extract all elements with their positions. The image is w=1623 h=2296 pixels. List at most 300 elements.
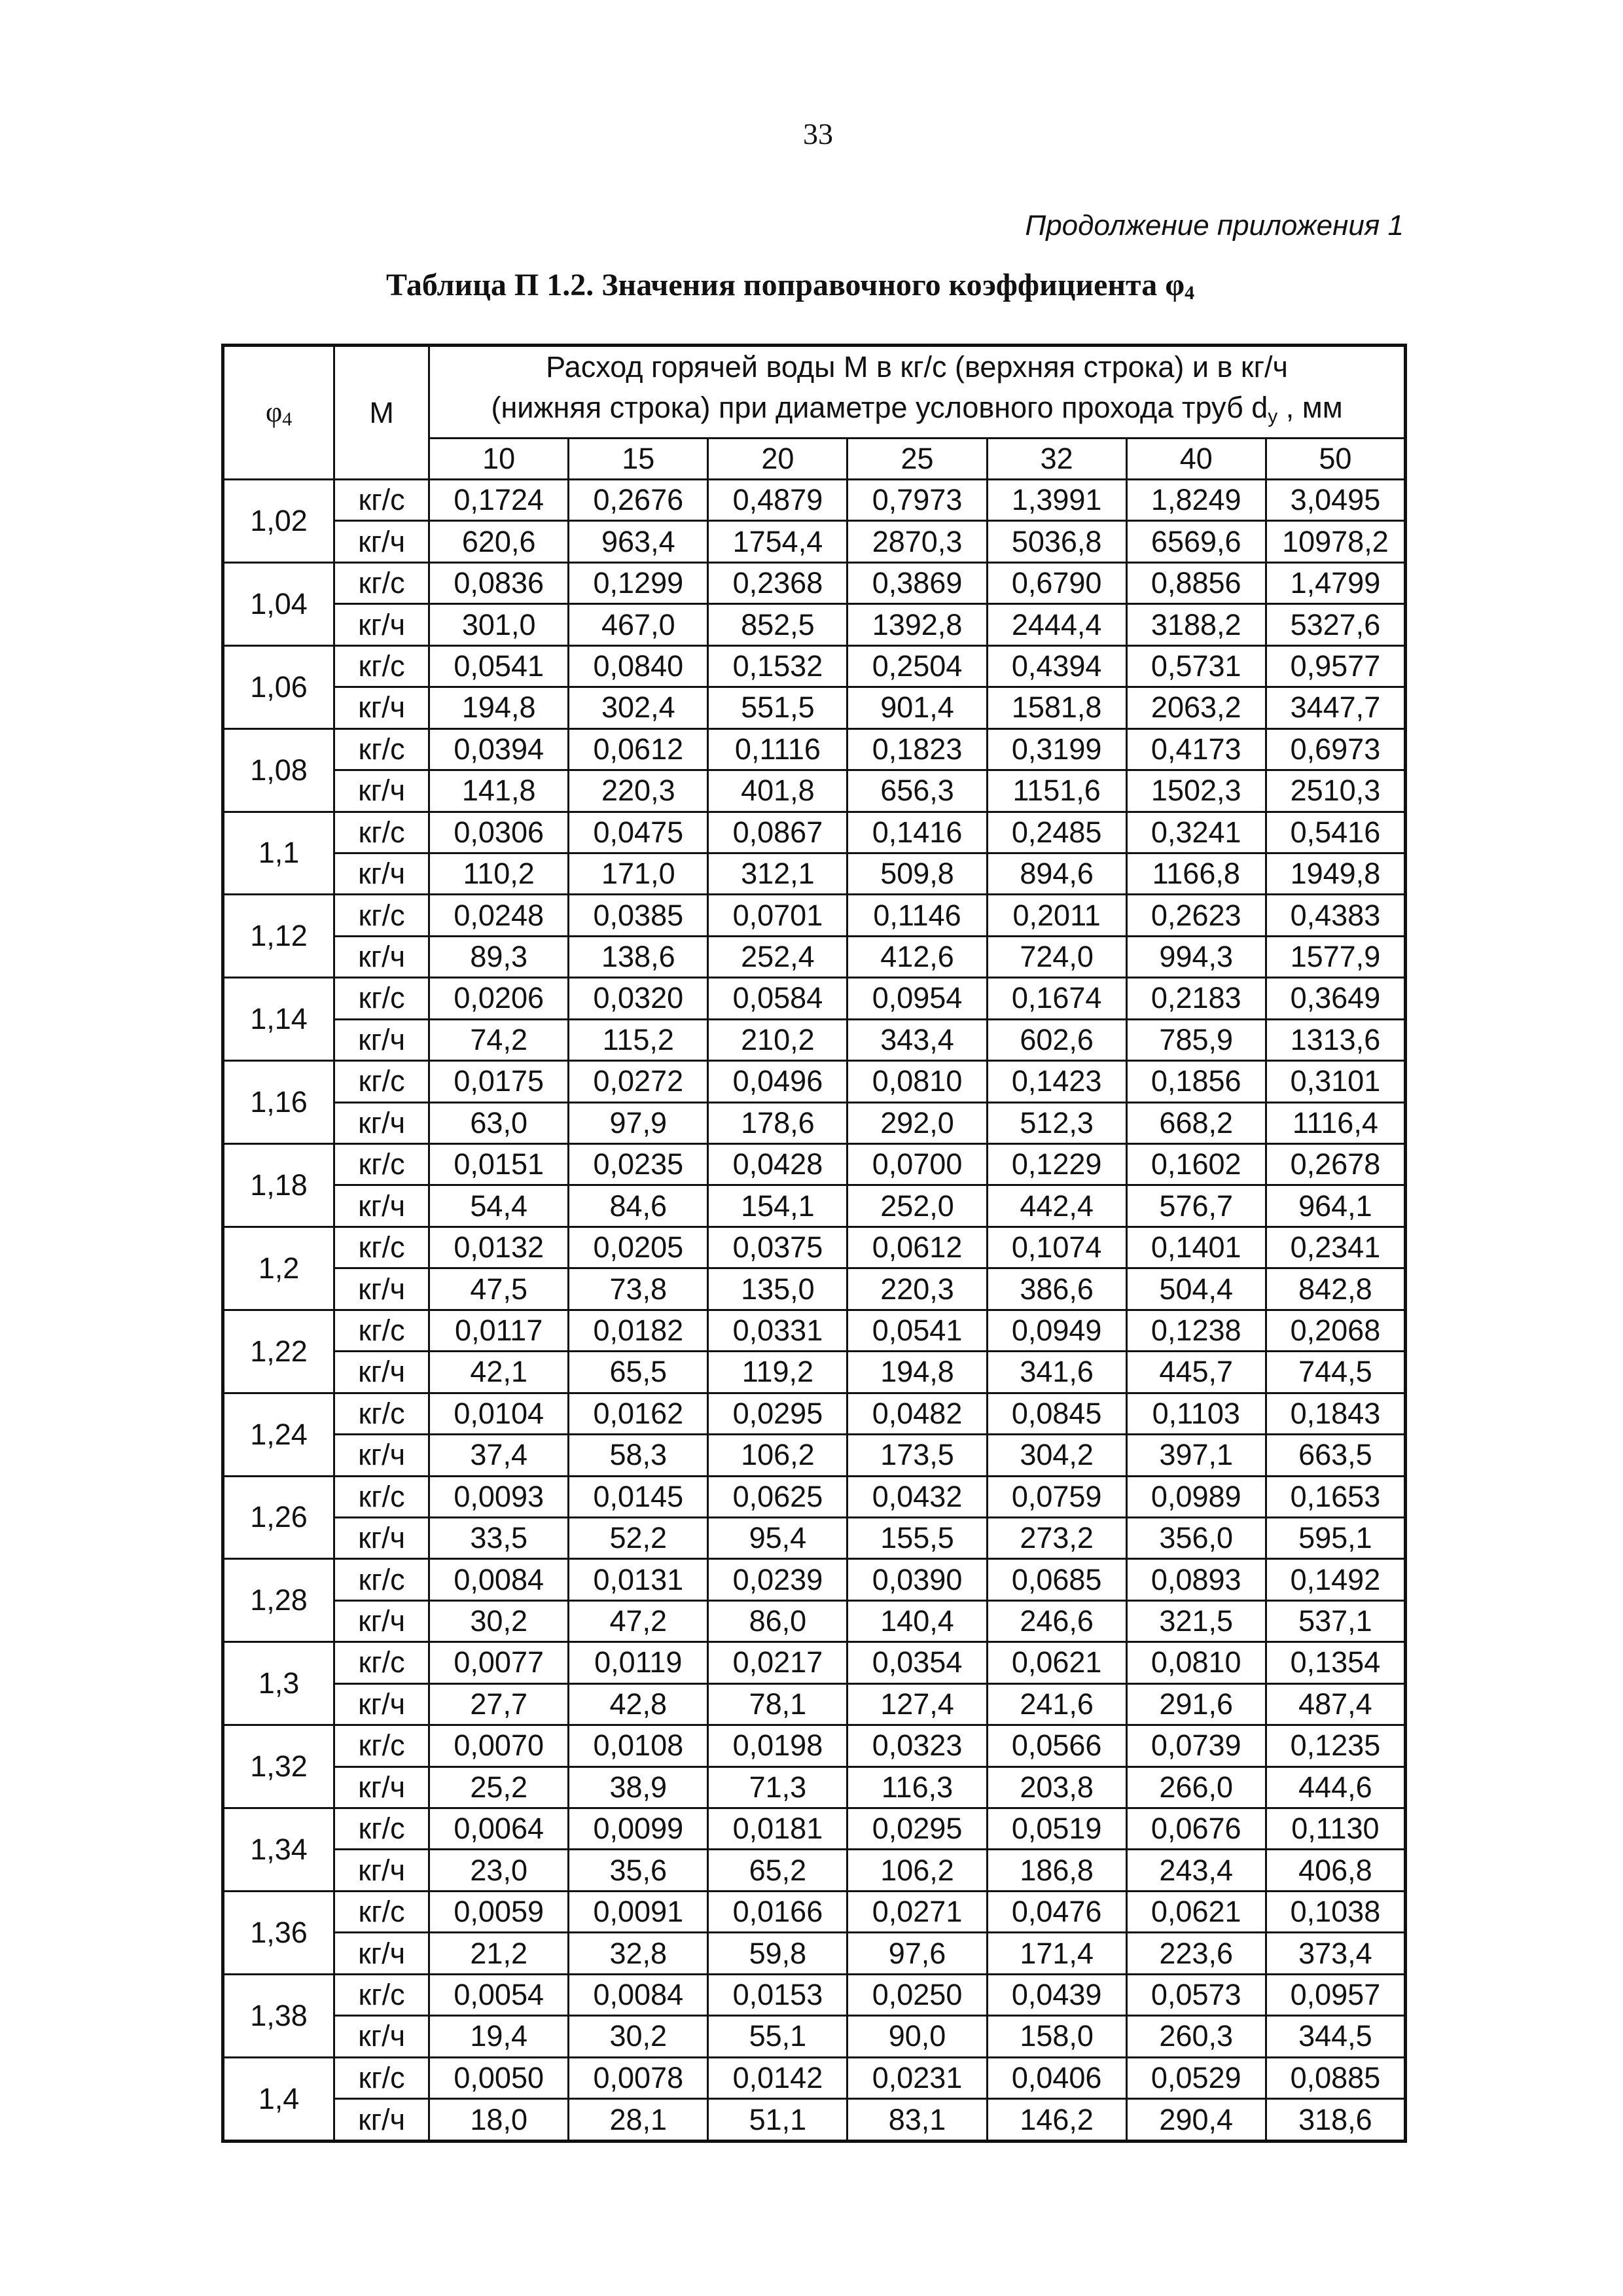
flow-value-cell: 0,2623 bbox=[1126, 895, 1266, 936]
flow-value-cell: 397,1 bbox=[1126, 1435, 1266, 1476]
flow-value-cell: 0,0612 bbox=[569, 728, 708, 770]
unit-cell: кг/ч bbox=[334, 1352, 429, 1393]
unit-cell: кг/с bbox=[334, 1725, 429, 1767]
flow-value-cell: 341,6 bbox=[987, 1352, 1126, 1393]
flow-value-cell: 65,2 bbox=[708, 1850, 847, 1891]
flow-value-cell: 0,0840 bbox=[569, 645, 708, 687]
unit-cell: кг/с bbox=[334, 895, 429, 936]
table-row bbox=[223, 1185, 1406, 1227]
flow-value-cell: 0,0131 bbox=[569, 1559, 708, 1600]
flow-value-cell: 290,4 bbox=[1126, 2099, 1266, 2142]
table-row bbox=[223, 1559, 1406, 1600]
flow-value-cell: 140,4 bbox=[847, 1600, 987, 1641]
unit-cell: кг/с bbox=[334, 645, 429, 687]
flow-value-cell: 445,7 bbox=[1126, 1352, 1266, 1393]
unit-cell: кг/с bbox=[334, 1310, 429, 1351]
flow-value-cell: 5036,8 bbox=[987, 521, 1126, 562]
unit-cell: кг/с bbox=[334, 1808, 429, 1850]
unit-cell: кг/с bbox=[334, 1974, 429, 2015]
flow-value-cell: 21,2 bbox=[429, 1933, 569, 1974]
flow-value-cell: 146,2 bbox=[987, 2099, 1126, 2142]
flow-value-cell: 0,2485 bbox=[987, 812, 1126, 853]
flow-value-cell: 3447,7 bbox=[1266, 687, 1405, 728]
flow-value-cell: 0,4394 bbox=[987, 645, 1126, 687]
flow-value-cell: 154,1 bbox=[708, 1185, 847, 1227]
flow-value-cell: 668,2 bbox=[1126, 1102, 1266, 1143]
flow-value-cell: 30,2 bbox=[569, 2016, 708, 2057]
flow-value-cell: 0,0385 bbox=[569, 895, 708, 936]
flow-value-cell: 0,1130 bbox=[1266, 1808, 1405, 1850]
flow-value-cell: 0,0093 bbox=[429, 1476, 569, 1517]
phi-value-cell: 1,3 bbox=[223, 1642, 334, 1725]
flow-value-cell: 512,3 bbox=[987, 1102, 1126, 1143]
diameter-header-cell: 10 bbox=[429, 439, 569, 480]
flow-value-cell: 0,1354 bbox=[1266, 1642, 1405, 1683]
flow-value-cell: 0,0064 bbox=[429, 1808, 569, 1850]
unit-cell: кг/с bbox=[334, 1476, 429, 1517]
phi-value-cell: 1,06 bbox=[223, 645, 334, 728]
flow-value-cell: 0,2368 bbox=[708, 562, 847, 603]
flow-value-cell: 0,0621 bbox=[987, 1642, 1126, 1683]
flow-value-cell: 0,0059 bbox=[429, 1891, 569, 1932]
diameter-header-cell: 50 bbox=[1266, 439, 1405, 480]
flow-value-cell: 0,1724 bbox=[429, 480, 569, 521]
flow-value-cell: 0,0070 bbox=[429, 1725, 569, 1767]
table-row bbox=[223, 1683, 1406, 1725]
flow-value-cell: 0,0885 bbox=[1266, 2057, 1405, 2098]
flow-value-cell: 312,1 bbox=[708, 853, 847, 894]
unit-cell: кг/ч bbox=[334, 1933, 429, 1974]
flow-value-cell: 0,1823 bbox=[847, 728, 987, 770]
phi-value-cell: 1,04 bbox=[223, 562, 334, 645]
flow-value-cell: 19,4 bbox=[429, 2016, 569, 2057]
table-row bbox=[223, 770, 1406, 812]
unit-cell: кг/с bbox=[334, 2057, 429, 2098]
unit-cell: кг/с bbox=[334, 1144, 429, 1185]
flow-value-cell: 0,1653 bbox=[1266, 1476, 1405, 1517]
flow-value-cell: 0,0496 bbox=[708, 1061, 847, 1102]
flow-value-cell: 173,5 bbox=[847, 1435, 987, 1476]
flow-value-cell: 344,5 bbox=[1266, 2016, 1405, 2057]
table-row bbox=[223, 1891, 1406, 1932]
table-row bbox=[223, 978, 1406, 1019]
flow-value-cell: 0,0162 bbox=[569, 1393, 708, 1434]
unit-cell: кг/ч bbox=[334, 2099, 429, 2142]
unit-cell: кг/ч bbox=[334, 1767, 429, 1808]
flow-value-cell: 10978,2 bbox=[1266, 521, 1405, 562]
table-row bbox=[223, 1227, 1406, 1268]
flow-value-cell: 171,0 bbox=[569, 853, 708, 894]
flow-value-cell: 0,1416 bbox=[847, 812, 987, 853]
flow-value-cell: 0,0845 bbox=[987, 1393, 1126, 1434]
flow-value-cell: 0,0078 bbox=[569, 2057, 708, 2098]
flow-value-cell: 90,0 bbox=[847, 2016, 987, 2057]
flow-value-cell: 0,0621 bbox=[1126, 1891, 1266, 1932]
flow-value-cell: 386,6 bbox=[987, 1268, 1126, 1310]
flow-value-cell: 0,0166 bbox=[708, 1891, 847, 1932]
flow-value-cell: 6569,6 bbox=[1126, 521, 1266, 562]
flow-value-cell: 141,8 bbox=[429, 770, 569, 812]
unit-cell: кг/с bbox=[334, 1227, 429, 1268]
phi-value-cell: 1,4 bbox=[223, 2057, 334, 2141]
flow-value-cell: 852,5 bbox=[708, 604, 847, 645]
flow-value-cell: 0,0108 bbox=[569, 1725, 708, 1767]
flow-value-cell: 0,0198 bbox=[708, 1725, 847, 1767]
phi-value-cell: 1,32 bbox=[223, 1725, 334, 1808]
table-title-text: Таблица П 1.2. Значения поправочного коэффициента φ bbox=[386, 268, 1185, 302]
flow-value-cell: 0,1074 bbox=[987, 1227, 1126, 1268]
table-row bbox=[223, 1808, 1406, 1850]
continuation-label: Продолжение приложения 1 bbox=[1025, 209, 1404, 242]
flow-value-cell: 0,0153 bbox=[708, 1974, 847, 2015]
flow-value-cell: 291,6 bbox=[1126, 1683, 1266, 1725]
flow-value-cell: 0,0331 bbox=[708, 1310, 847, 1351]
flow-value-cell: 51,1 bbox=[708, 2099, 847, 2142]
unit-cell: кг/ч bbox=[334, 1019, 429, 1060]
flow-value-cell: 0,0145 bbox=[569, 1476, 708, 1517]
flow-value-cell: 406,8 bbox=[1266, 1850, 1405, 1891]
flow-value-cell: 0,0117 bbox=[429, 1310, 569, 1351]
flow-value-cell: 1754,4 bbox=[708, 521, 847, 562]
flow-value-cell: 412,6 bbox=[847, 936, 987, 977]
flow-value-cell: 0,0439 bbox=[987, 1974, 1126, 2015]
flow-value-cell: 171,4 bbox=[987, 1933, 1126, 1974]
flow-value-cell: 0,0323 bbox=[847, 1725, 987, 1767]
flow-value-cell: 42,8 bbox=[569, 1683, 708, 1725]
flow-value-cell: 0,0893 bbox=[1126, 1559, 1266, 1600]
flow-value-cell: 252,0 bbox=[847, 1185, 987, 1227]
flow-value-cell: 301,0 bbox=[429, 604, 569, 645]
table-row bbox=[223, 1352, 1406, 1393]
flow-value-cell: 744,5 bbox=[1266, 1352, 1405, 1393]
flow-value-cell: 0,0810 bbox=[1126, 1642, 1266, 1683]
flow-value-cell: 0,0248 bbox=[429, 895, 569, 936]
phi-value-cell: 1,38 bbox=[223, 1974, 334, 2057]
flow-value-cell: 0,0084 bbox=[569, 1974, 708, 2015]
table-row bbox=[223, 1850, 1406, 1891]
flow-value-cell: 54,4 bbox=[429, 1185, 569, 1227]
flow-value-cell: 302,4 bbox=[569, 687, 708, 728]
flow-value-cell: 2870,3 bbox=[847, 521, 987, 562]
flow-value-cell: 155,5 bbox=[847, 1517, 987, 1558]
flow-value-cell: 241,6 bbox=[987, 1683, 1126, 1725]
flow-value-cell: 444,6 bbox=[1266, 1767, 1405, 1808]
table-body bbox=[223, 480, 1406, 2142]
flow-value-cell: 602,6 bbox=[987, 1019, 1126, 1060]
header-phi bbox=[223, 346, 334, 480]
diameter-header-cell: 15 bbox=[569, 439, 708, 480]
flow-value-cell: 25,2 bbox=[429, 1767, 569, 1808]
table-row bbox=[223, 1767, 1406, 1808]
flow-value-cell: 220,3 bbox=[847, 1268, 987, 1310]
unit-cell: кг/с bbox=[334, 1061, 429, 1102]
flow-value-cell: 0,0394 bbox=[429, 728, 569, 770]
flow-value-cell: 1166,8 bbox=[1126, 853, 1266, 894]
table-row bbox=[223, 1974, 1406, 2015]
flow-value-cell: 356,0 bbox=[1126, 1517, 1266, 1558]
flow-value-cell: 127,4 bbox=[847, 1683, 987, 1725]
flow-value-cell: 467,0 bbox=[569, 604, 708, 645]
unit-cell: кг/ч bbox=[334, 1268, 429, 1310]
unit-cell: кг/ч bbox=[334, 604, 429, 645]
flow-value-cell: 252,4 bbox=[708, 936, 847, 977]
flow-value-cell: 0,1423 bbox=[987, 1061, 1126, 1102]
flow-value-cell: 0,0306 bbox=[429, 812, 569, 853]
unit-cell: кг/с bbox=[334, 978, 429, 1019]
flow-value-cell: 0,0271 bbox=[847, 1891, 987, 1932]
flow-value-cell: 0,0519 bbox=[987, 1808, 1126, 1850]
table-row bbox=[223, 1600, 1406, 1641]
table-row bbox=[223, 2057, 1406, 2098]
flow-value-cell: 0,0104 bbox=[429, 1393, 569, 1434]
header-caption-line2 bbox=[430, 387, 1404, 437]
table-row bbox=[223, 1435, 1406, 1476]
flow-value-cell: 0,0406 bbox=[987, 2057, 1126, 2098]
flow-value-cell: 894,6 bbox=[987, 853, 1126, 894]
flow-value-cell: 32,8 bbox=[569, 1933, 708, 1974]
table-row bbox=[223, 895, 1406, 936]
flow-value-cell: 0,0054 bbox=[429, 1974, 569, 2015]
flow-value-cell: 0,0099 bbox=[569, 1808, 708, 1850]
flow-value-cell: 442,4 bbox=[987, 1185, 1126, 1227]
table-row bbox=[223, 1393, 1406, 1434]
flow-value-cell: 663,5 bbox=[1266, 1435, 1405, 1476]
flow-value-cell: 595,1 bbox=[1266, 1517, 1405, 1558]
flow-value-cell: 186,8 bbox=[987, 1850, 1126, 1891]
flow-value-cell: 86,0 bbox=[708, 1600, 847, 1641]
flow-value-cell: 0,1532 bbox=[708, 645, 847, 687]
phi-value-cell: 1,08 bbox=[223, 728, 334, 812]
flow-value-cell: 0,0182 bbox=[569, 1310, 708, 1351]
table-row bbox=[223, 521, 1406, 562]
flow-value-cell: 0,1299 bbox=[569, 562, 708, 603]
flow-value-cell: 1151,6 bbox=[987, 770, 1126, 812]
diameter-header-cell: 20 bbox=[708, 439, 847, 480]
flow-value-cell: 0,5731 bbox=[1126, 645, 1266, 687]
unit-cell: кг/с bbox=[334, 1891, 429, 1932]
flow-value-cell: 63,0 bbox=[429, 1102, 569, 1143]
flow-value-cell: 223,6 bbox=[1126, 1933, 1266, 1974]
flow-value-cell: 0,6973 bbox=[1266, 728, 1405, 770]
flow-value-cell: 3188,2 bbox=[1126, 604, 1266, 645]
flow-value-cell: 138,6 bbox=[569, 936, 708, 977]
correction-coefficient-table bbox=[221, 344, 1407, 2143]
flow-value-cell: 0,1038 bbox=[1266, 1891, 1405, 1932]
flow-value-cell: 27,7 bbox=[429, 1683, 569, 1725]
flow-value-cell: 0,4383 bbox=[1266, 895, 1405, 936]
flow-value-cell: 0,1843 bbox=[1266, 1393, 1405, 1434]
table-row bbox=[223, 562, 1406, 603]
flow-value-cell: 0,8856 bbox=[1126, 562, 1266, 603]
phi-value-cell: 1,02 bbox=[223, 480, 334, 563]
unit-cell: кг/ч bbox=[334, 1850, 429, 1891]
flow-value-cell: 0,2183 bbox=[1126, 978, 1266, 1019]
flow-value-cell: 178,6 bbox=[708, 1102, 847, 1143]
flow-value-cell: 106,2 bbox=[708, 1435, 847, 1476]
table-row bbox=[223, 480, 1406, 521]
flow-value-cell: 0,0989 bbox=[1126, 1476, 1266, 1517]
table-row bbox=[223, 687, 1406, 728]
table-row bbox=[223, 1476, 1406, 1517]
flow-value-cell: 0,0685 bbox=[987, 1559, 1126, 1600]
flow-value-cell: 1577,9 bbox=[1266, 936, 1405, 977]
flow-value-cell: 5327,6 bbox=[1266, 604, 1405, 645]
flow-value-cell: 620,6 bbox=[429, 521, 569, 562]
phi-value-cell: 1,12 bbox=[223, 895, 334, 978]
flow-value-cell: 18,0 bbox=[429, 2099, 569, 2142]
flow-value-cell: 0,0091 bbox=[569, 1891, 708, 1932]
flow-value-cell: 509,8 bbox=[847, 853, 987, 894]
flow-value-cell: 220,3 bbox=[569, 770, 708, 812]
flow-value-cell: 47,2 bbox=[569, 1600, 708, 1641]
flow-value-cell: 0,5416 bbox=[1266, 812, 1405, 853]
flow-value-cell: 58,3 bbox=[569, 1435, 708, 1476]
unit-cell: кг/ч bbox=[334, 687, 429, 728]
flow-value-cell: 0,0573 bbox=[1126, 1974, 1266, 2015]
flow-value-cell: 28,1 bbox=[569, 2099, 708, 2142]
flow-value-cell: 487,4 bbox=[1266, 1683, 1405, 1725]
flow-value-cell: 0,0541 bbox=[429, 645, 569, 687]
flow-value-cell: 0,0759 bbox=[987, 1476, 1126, 1517]
flow-value-cell: 135,0 bbox=[708, 1268, 847, 1310]
flow-value-cell: 115,2 bbox=[569, 1019, 708, 1060]
flow-value-cell: 964,1 bbox=[1266, 1185, 1405, 1227]
phi-value-cell: 1,36 bbox=[223, 1891, 334, 1974]
flow-value-cell: 0,3869 bbox=[847, 562, 987, 603]
phi-value-cell: 1,26 bbox=[223, 1476, 334, 1559]
flow-value-cell: 0,6790 bbox=[987, 562, 1126, 603]
flow-value-cell: 0,0239 bbox=[708, 1559, 847, 1600]
flow-value-cell: 0,2011 bbox=[987, 895, 1126, 936]
header-caption-units: , мм bbox=[1277, 391, 1343, 424]
flow-value-cell: 0,1401 bbox=[1126, 1227, 1266, 1268]
unit-cell: кг/ч bbox=[334, 853, 429, 894]
flow-value-cell: 0,0954 bbox=[847, 978, 987, 1019]
phi-value-cell: 1,34 bbox=[223, 1808, 334, 1892]
flow-value-cell: 0,3649 bbox=[1266, 978, 1405, 1019]
flow-value-cell: 0,1235 bbox=[1266, 1725, 1405, 1767]
table-row bbox=[223, 2099, 1406, 2142]
flow-value-cell: 78,1 bbox=[708, 1683, 847, 1725]
flow-value-cell: 0,0957 bbox=[1266, 1974, 1405, 2015]
phi-value-cell: 1,16 bbox=[223, 1061, 334, 1144]
flow-value-cell: 0,0476 bbox=[987, 1891, 1126, 1932]
flow-value-cell: 33,5 bbox=[429, 1517, 569, 1558]
header-m: М bbox=[334, 346, 429, 480]
phi-value-cell: 1,22 bbox=[223, 1310, 334, 1393]
header-caption-line2-text: (нижняя строка) при диаметре условного прохода труб d bbox=[491, 391, 1268, 424]
flow-value-cell: 785,9 bbox=[1126, 1019, 1266, 1060]
flow-value-cell: 74,2 bbox=[429, 1019, 569, 1060]
unit-cell: кг/с bbox=[334, 1393, 429, 1434]
table-row bbox=[223, 604, 1406, 645]
flow-value-cell: 1,8249 bbox=[1126, 480, 1266, 521]
flow-value-cell: 119,2 bbox=[708, 1352, 847, 1393]
flow-value-cell: 95,4 bbox=[708, 1517, 847, 1558]
flow-value-cell: 0,0949 bbox=[987, 1310, 1126, 1351]
table-row bbox=[223, 1725, 1406, 1767]
flow-value-cell: 106,2 bbox=[847, 1850, 987, 1891]
flow-value-cell: 0,0836 bbox=[429, 562, 569, 603]
flow-value-cell: 0,0077 bbox=[429, 1642, 569, 1683]
flow-value-cell: 0,0132 bbox=[429, 1227, 569, 1268]
diameter-header-cell: 32 bbox=[987, 439, 1126, 480]
flow-value-cell: 0,2068 bbox=[1266, 1310, 1405, 1351]
phi-value-cell: 1,2 bbox=[223, 1227, 334, 1310]
flow-value-cell: 1392,8 bbox=[847, 604, 987, 645]
flow-value-cell: 0,1238 bbox=[1126, 1310, 1266, 1351]
flow-value-cell: 2510,3 bbox=[1266, 770, 1405, 812]
flow-value-cell: 266,0 bbox=[1126, 1767, 1266, 1808]
flow-value-cell: 0,0295 bbox=[708, 1393, 847, 1434]
unit-cell: кг/с bbox=[334, 480, 429, 521]
flow-value-cell: 0,0217 bbox=[708, 1642, 847, 1683]
flow-value-cell: 97,6 bbox=[847, 1933, 987, 1974]
flow-value-cell: 194,8 bbox=[847, 1352, 987, 1393]
unit-cell: кг/с bbox=[334, 1642, 429, 1683]
unit-cell: кг/ч bbox=[334, 521, 429, 562]
flow-value-cell: 0,1856 bbox=[1126, 1061, 1266, 1102]
flow-value-cell: 0,4879 bbox=[708, 480, 847, 521]
flow-value-cell: 0,0482 bbox=[847, 1393, 987, 1434]
flow-value-cell: 0,3241 bbox=[1126, 812, 1266, 853]
flow-value-cell: 47,5 bbox=[429, 1268, 569, 1310]
flow-value-cell: 0,2678 bbox=[1266, 1144, 1405, 1185]
flow-value-cell: 551,5 bbox=[708, 687, 847, 728]
flow-value-cell: 52,2 bbox=[569, 1517, 708, 1558]
table-row bbox=[223, 1061, 1406, 1102]
page-number: 33 bbox=[803, 117, 833, 151]
flow-value-cell: 1,3991 bbox=[987, 480, 1126, 521]
unit-cell: кг/ч bbox=[334, 1517, 429, 1558]
flow-value-cell: 0,0206 bbox=[429, 978, 569, 1019]
diameter-header-cell: 40 bbox=[1126, 439, 1266, 480]
flow-value-cell: 0,0235 bbox=[569, 1144, 708, 1185]
flow-value-cell: 0,0084 bbox=[429, 1559, 569, 1600]
table-row bbox=[223, 1642, 1406, 1683]
flow-value-cell: 59,8 bbox=[708, 1933, 847, 1974]
flow-value-cell: 0,0231 bbox=[847, 2057, 987, 2098]
flow-value-cell: 3,0495 bbox=[1266, 480, 1405, 521]
flow-value-cell: 1949,8 bbox=[1266, 853, 1405, 894]
flow-value-cell: 343,4 bbox=[847, 1019, 987, 1060]
unit-cell: кг/с bbox=[334, 728, 429, 770]
flow-value-cell: 0,0625 bbox=[708, 1476, 847, 1517]
table-row bbox=[223, 1517, 1406, 1558]
flow-value-cell: 0,0867 bbox=[708, 812, 847, 853]
flow-value-cell: 1,4799 bbox=[1266, 562, 1405, 603]
flow-value-cell: 842,8 bbox=[1266, 1268, 1405, 1310]
flow-value-cell: 0,2341 bbox=[1266, 1227, 1405, 1268]
flow-value-cell: 0,0119 bbox=[569, 1642, 708, 1683]
flow-value-cell: 246,6 bbox=[987, 1600, 1126, 1641]
flow-value-cell: 0,0181 bbox=[708, 1808, 847, 1850]
flow-value-cell: 38,9 bbox=[569, 1767, 708, 1808]
flow-value-cell: 2063,2 bbox=[1126, 687, 1266, 728]
diameter-header-cell: 25 bbox=[847, 439, 987, 480]
flow-value-cell: 0,0151 bbox=[429, 1144, 569, 1185]
flow-value-cell: 0,0050 bbox=[429, 2057, 569, 2098]
table-row bbox=[223, 812, 1406, 853]
table-row bbox=[223, 1268, 1406, 1310]
flow-value-cell: 401,8 bbox=[708, 770, 847, 812]
flow-value-cell: 963,4 bbox=[569, 521, 708, 562]
header-phi-symbol: φ bbox=[265, 395, 283, 428]
flow-value-cell: 84,6 bbox=[569, 1185, 708, 1227]
phi-value-cell: 1,28 bbox=[223, 1559, 334, 1642]
table-row bbox=[223, 1310, 1406, 1351]
flow-value-cell: 0,1229 bbox=[987, 1144, 1126, 1185]
